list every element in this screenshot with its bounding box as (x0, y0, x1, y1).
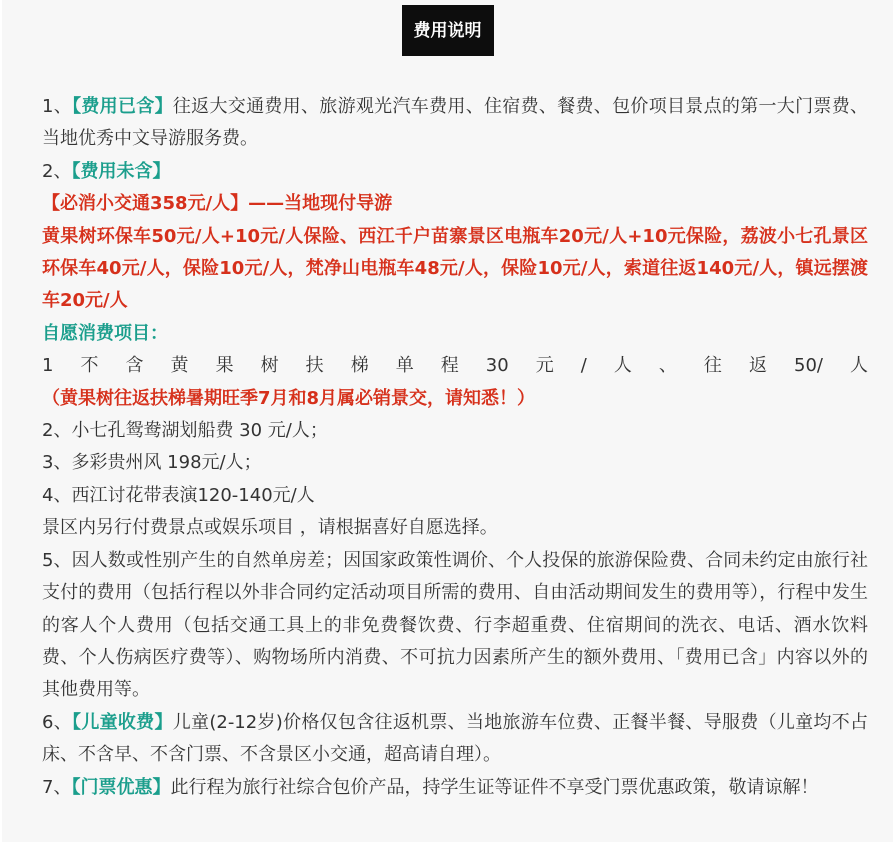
fee-content (42, 91, 868, 804)
title-bar (2, 5, 893, 56)
tag-child-fees: 【儿童收费】 (72, 711, 173, 733)
small-transport-detail: 黄果树环保车50元/人+10元/人保险、西江千户苗寨景区电瓶车20元/人+10元保险，荔波小七孔景区环保车40元/人，保险10元/人，梵净山电瓶车48元/人，保险10元/人，索道往返140元/人，镇远摆渡车20元/人 (42, 225, 868, 312)
optional-heading: 自愿消费项目： (42, 322, 168, 344)
item-number: 6、 (42, 711, 73, 733)
item-number: 1、 (42, 96, 73, 117)
item-other-exclusions: 5、因人数或性别产生的自然单房差；因国家政策性调价、个人投保的旅游保险费、合同未约定由旅行社支付的费用（包括行程以外非合同约定活动项目所需的费用、自由活动期间发生的费用等），行程中发生的客人个人费用（包括交通工具上的非免费餐饮费、行李超重费、住宿期间的洗衣、电话、酒水饮料费、个人伤病医疗费等）、购物场所内消费、不可抗力因素所产生的额外费用、「费用已含」内容以外的其他费用等。 (42, 549, 868, 701)
optional-item-4: 4、西江讨花带表演120-140元/人 (42, 484, 315, 506)
tag-ticket-discount: 【门票优惠】 (71, 776, 171, 798)
optional-item-text: 1不含黄果树扶梯单程30元/人、往返50/人 (42, 355, 868, 377)
item-number: 7、 (42, 776, 72, 798)
optional-item-1 (42, 350, 868, 415)
item-fees-excluded (42, 156, 868, 188)
item-text: 往返大交通费用、旅游观光汽车费用、住宿费、餐费、包价项目景点的第一大门票费、当地优秀中文导游服务费。 (42, 96, 869, 150)
optional-item-warning: （黄果树往返扶梯暑期旺季7月和8月属必销景交，请知悉！） (42, 387, 536, 409)
tag-fees-included: 【费用已含】 (72, 96, 173, 117)
fee-description-panel (2, 0, 893, 842)
optional-note: 景区内另行付费景点或娱乐项目 ，请根据喜好自愿选择。 (42, 517, 498, 539)
item-fees-included (42, 91, 868, 156)
item-ticket-discount (42, 772, 868, 804)
optional-item-2: 2、小七孔鸳鸯湖划船费 30 元/人； (42, 420, 328, 442)
item-text: 此行程为旅行社综合包价产品，持学生证等证件不享受门票优惠政策，敬请谅解！ (170, 776, 819, 798)
small-transport-heading: 【必消小交通358元/人】——当地现付导游 (42, 193, 393, 215)
item-number: 2、 (42, 160, 72, 182)
item-child-fees (42, 707, 868, 772)
section-title: 费用说明 (402, 5, 494, 56)
optional-item-3: 3、多彩贵州风 198元/人； (42, 452, 262, 474)
tag-fees-excluded: 【费用未含】 (71, 160, 171, 182)
item-text: 儿童(2-12岁)价格仅包含往返机票、当地旅游车位费、正餐半餐、导服费（儿童均不占床、不含早、不含门票、不含景区小交通，超高请自理）。 (42, 711, 869, 766)
